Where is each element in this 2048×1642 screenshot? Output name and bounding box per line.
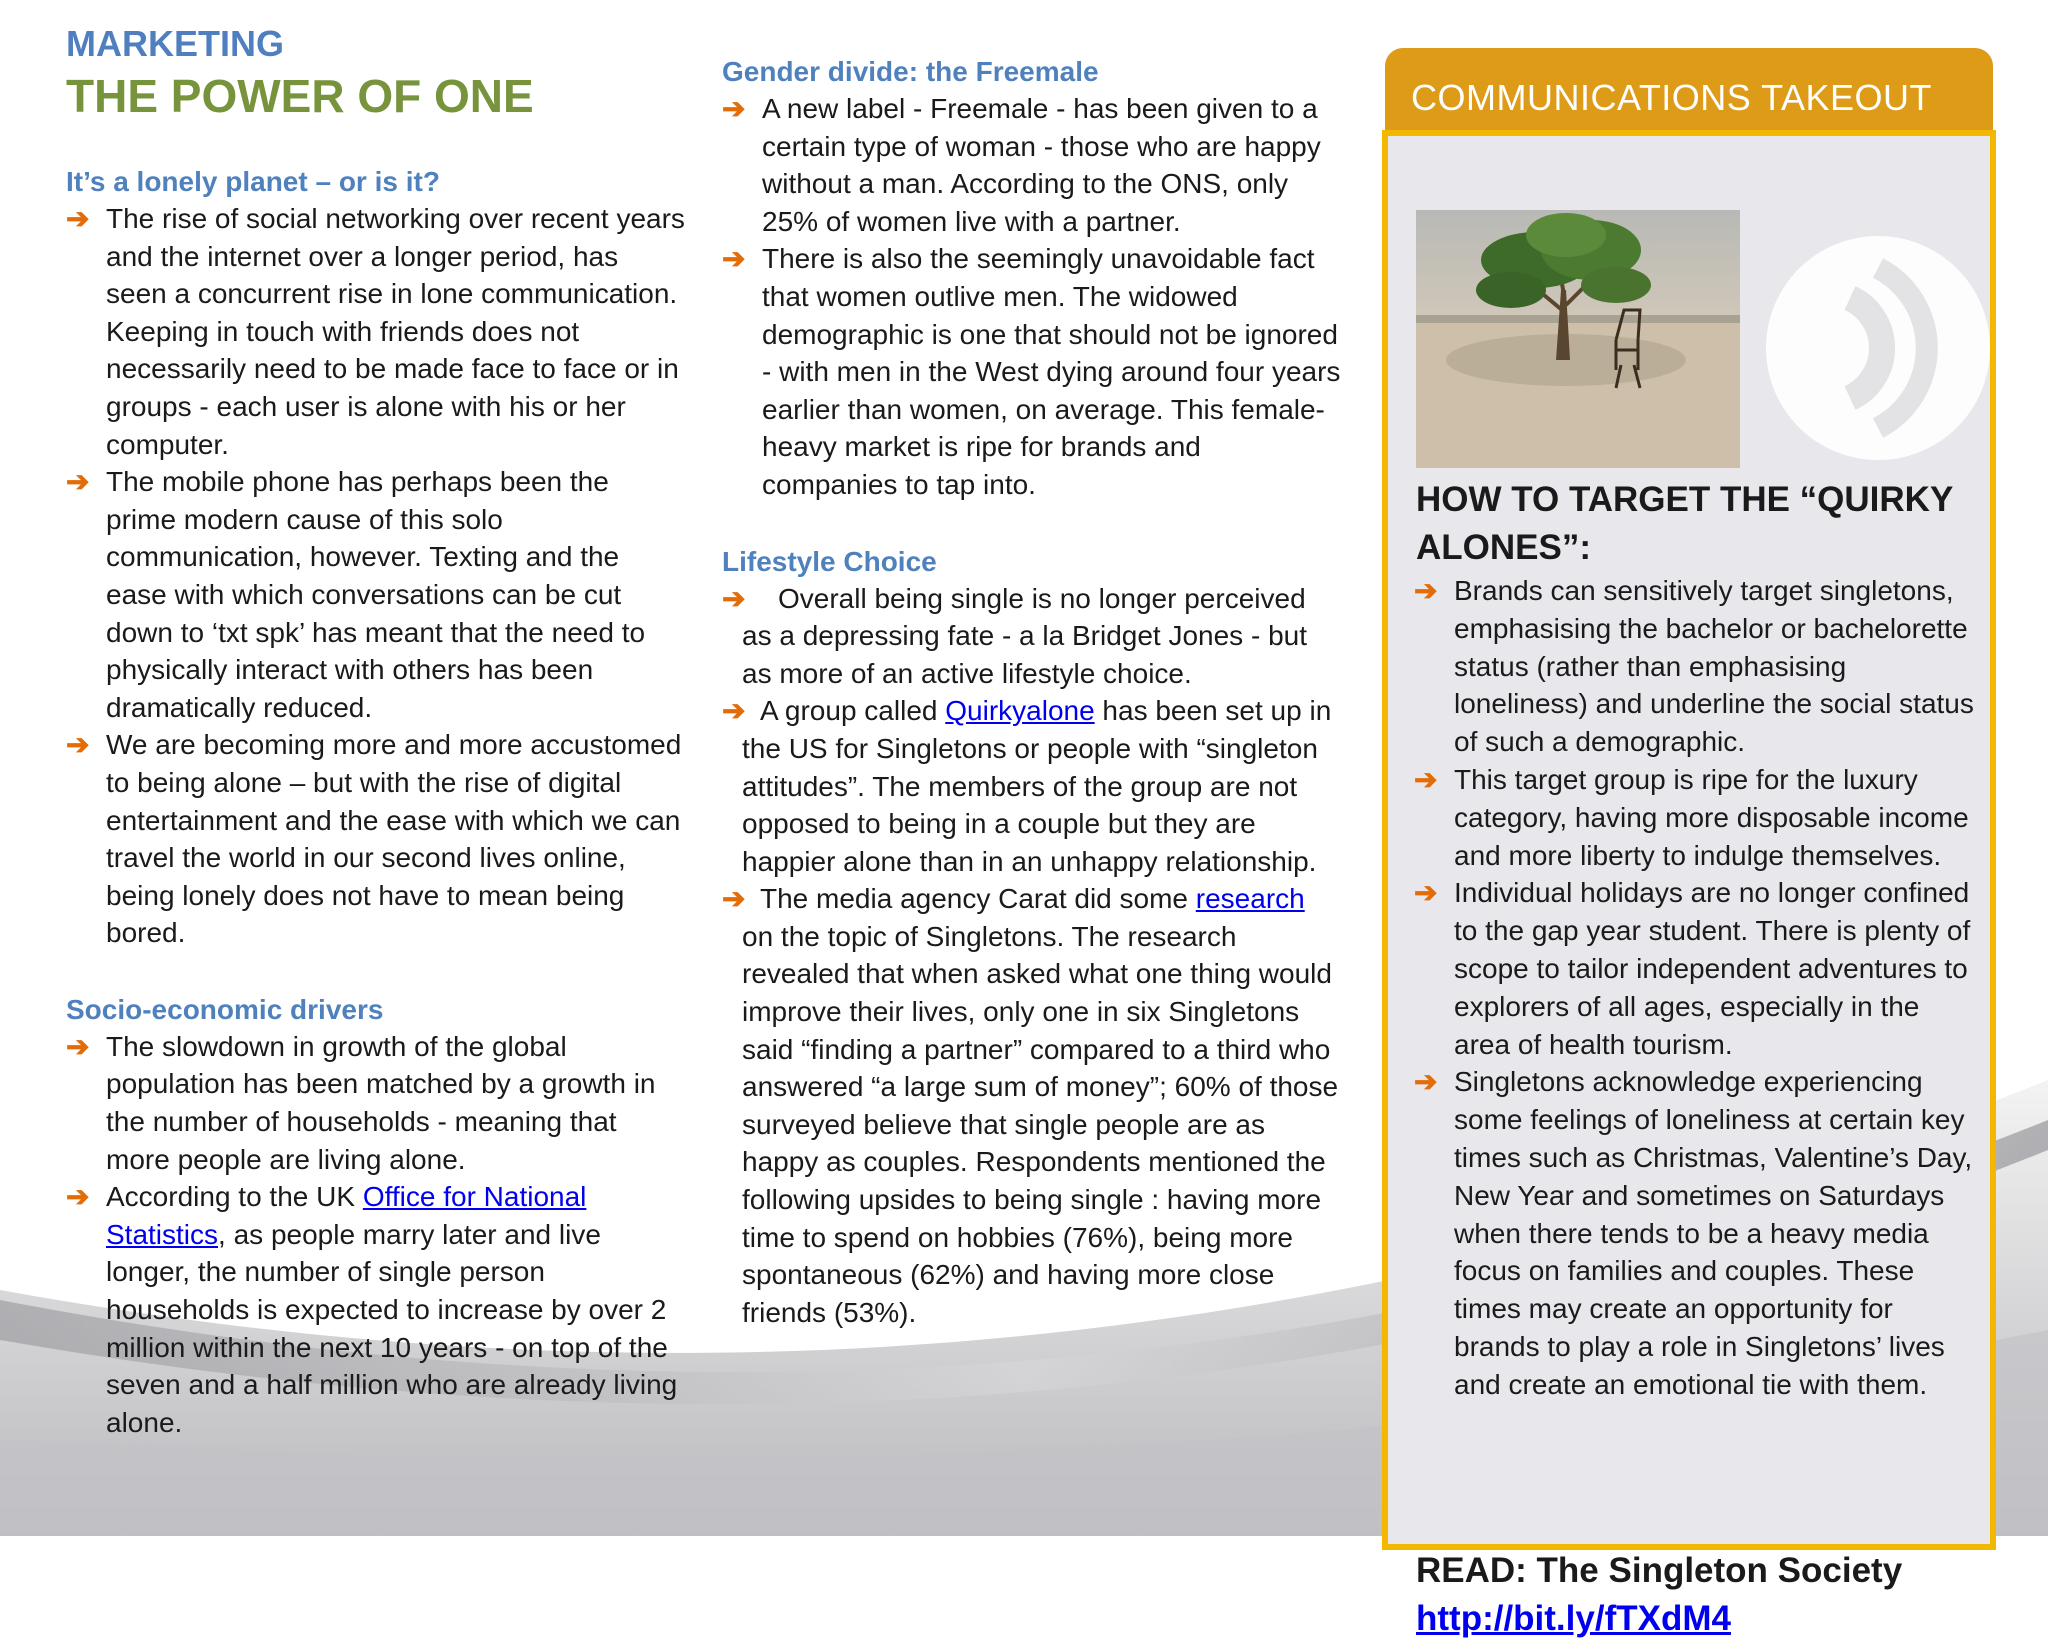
- panel-body: [1382, 130, 1996, 1638]
- middle-column: [722, 54, 1342, 1331]
- socio-list: [66, 1028, 686, 1442]
- tree-chair-photo: [1416, 210, 1740, 468]
- arrow-right-icon: ➔: [722, 243, 746, 275]
- list-item: ➔ Overall being single is no longer perceived as a depressing fate - a la Bridget Jones - but as more of an active lifestyle choice.: [722, 580, 1342, 693]
- arrow-right-icon: ➔: [722, 883, 746, 915]
- arrow-right-icon: ➔: [66, 1181, 90, 1213]
- sound-waves-icon: [1758, 228, 1998, 468]
- arrow-right-icon: ➔: [1414, 877, 1438, 909]
- list-item: ➔ Brands can sensitively target singletons, emphasising the bachelor or bachelorette status (rather than emphasising loneliness) and underline the social status of such a demographic.: [1414, 572, 1980, 761]
- takeout-list: [1414, 572, 1980, 1404]
- list-item: ➔ We are becoming more and more accustomed to being alone – but with the rise of digital entertainment and the ease with which we can travel the world in our second lives online, being lonely does not have to mean being bored.: [66, 726, 686, 952]
- list-item: ➔ The mobile phone has perhaps been the prime modern cause of this solo communication, however. Texting and the ease with which conversations can be cut down to ‘txt spk’ has meant that the need to physically interact with others has been dramatically reduced.: [66, 463, 686, 726]
- section-kicker: MARKETING: [66, 23, 284, 64]
- lifestyle-list: [722, 580, 1342, 1332]
- singleton-society-link[interactable]: http://bit.ly/fTXdM4: [1416, 1599, 1731, 1638]
- ons-link[interactable]: Office for National Statistics: [106, 1181, 587, 1250]
- arrow-right-icon: ➔: [722, 93, 746, 124]
- read-label: READ: The Singleton Society: [1416, 1551, 1903, 1590]
- arrow-right-icon: ➔: [66, 1030, 90, 1062]
- panel-title: COMMUNICATIONS TAKEOUT: [1411, 77, 1933, 118]
- arrow-right-icon: ➔: [1414, 763, 1438, 795]
- list-item: ➔ A new label - Freemale - has been given to a certain type of woman - those who are happy without a man. According to the ONS, only 25% of women live with a partner.: [722, 90, 1342, 240]
- communications-takeout-panel: [1382, 48, 1996, 1638]
- research-link[interactable]: research: [1195, 883, 1305, 915]
- heading-socio-economic: Socio-economic drivers: [66, 993, 384, 1025]
- arrow-right-icon: ➔: [1414, 575, 1438, 606]
- page-title: THE POWER OF ONE: [66, 70, 534, 122]
- left-column: [66, 22, 686, 1441]
- arrow-right-icon: ➔: [66, 203, 90, 234]
- arrow-right-icon: ➔: [722, 695, 746, 727]
- list-item: ➔ A group called Quirkyalone has been set up in the US for Singletons or people with “singleton attitudes”. The members of the group are not opposed to being in a couple but they are happier alone than in an unhappy relationship.: [722, 692, 1342, 880]
- arrow-right-icon: ➔: [722, 582, 746, 614]
- heading-gender-divide: Gender divide: the Freemale: [722, 56, 1099, 87]
- arrow-right-icon: ➔: [66, 729, 90, 761]
- gender-list: [722, 90, 1342, 504]
- list-item: ➔ According to the UK Office for National Statistics, as people marry later and live longer, the number of single person households is expected to increase by over 2 million within the next 10 years - on top of the seven and a half million who are already living alone.: [66, 1178, 686, 1441]
- heading-lonely-planet: It’s a lonely planet – or is it?: [66, 166, 440, 197]
- arrow-right-icon: ➔: [1414, 1066, 1438, 1098]
- list-item: ➔ Singletons acknowledge experiencing some feelings of loneliness at certain key times such as Christmas, Valentine’s Day, New Year and sometimes on Saturdays when there tends to be a heavy media focus on families and couples. These times may create an opportunity for brands to play a role in Singletons’ lives and create an emotional tie with them.: [1414, 1063, 1980, 1403]
- list-item: ➔ Individual holidays are no longer confined to the gap year student. There is plenty of scope to tailor independent adventures to explorers of all ages, especially in the area of health tourism.: [1414, 874, 1980, 1063]
- list-item: ➔ The slowdown in growth of the global population has been matched by a growth in the number of households - meaning that more people are living alone.: [66, 1028, 686, 1178]
- list-item: ➔ There is also the seemingly unavoidable fact that women outlive men. The widowed demographic is one that should not be ignored - with men in the West dying around four years earlier than women, on average. This female-heavy market is ripe for brands and companies to tap into.: [722, 240, 1342, 503]
- panel-heading: HOW TO TARGET THE “QUIRKY ALONES”:: [1416, 480, 1953, 567]
- list-item: ➔ This target group is ripe for the luxury category, having more disposable income and more liberty to indulge themselves.: [1414, 761, 1980, 874]
- heading-lifestyle-choice: Lifestyle Choice: [722, 545, 937, 577]
- quirkyalone-link[interactable]: Quirkyalone: [945, 695, 1095, 727]
- list-item: ➔ The media agency Carat did some research on the topic of Singletons. The research revealed that when asked what one thing would improve their lives, only one in six Singletons said “finding a partner” compared to a third who answered “a large sum of money”; 60% of those surveyed believe that single people are as happy as couples. Respondents mentioned the following upsides to being single : having more time to spend on hobbies (76%), being more spontaneous (62%) and having more close friends (53%).: [722, 880, 1342, 1331]
- list-item: ➔ The rise of social networking over recent years and the internet over a longer period, has seen a concurrent rise in lone communication. Keeping in touch with friends does not necessarily need to be made face to face or in groups - each user is alone with his or her computer.: [66, 200, 686, 463]
- arrow-right-icon: ➔: [66, 466, 90, 498]
- panel-header: [1385, 48, 1993, 130]
- lonely-list: [66, 200, 686, 952]
